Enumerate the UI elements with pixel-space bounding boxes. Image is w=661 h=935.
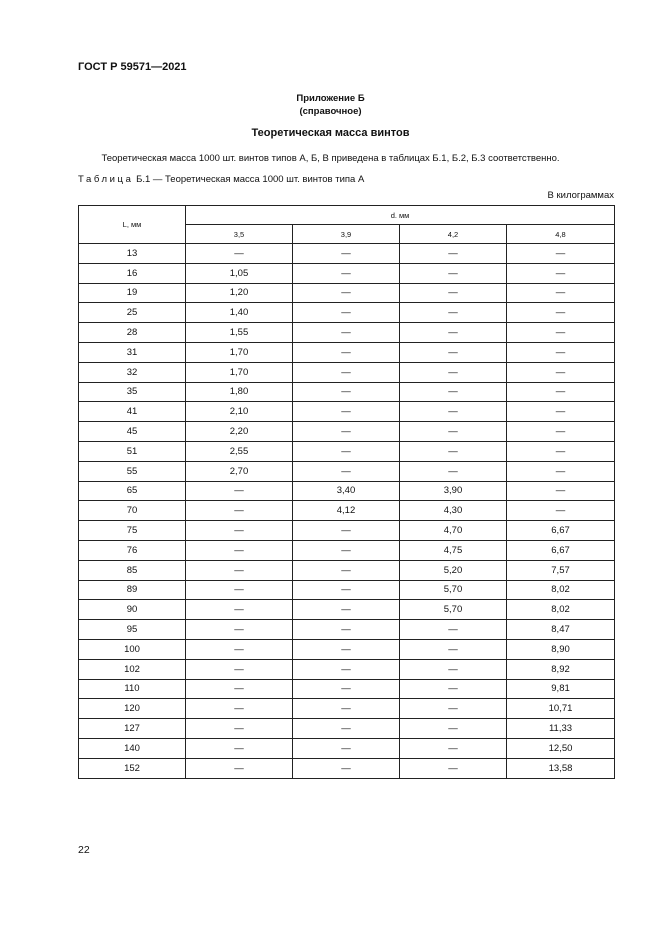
table-row — [79, 580, 615, 600]
table-row — [79, 679, 615, 699]
length-cell: 75 — [79, 521, 186, 541]
mass-cell: 3,90 — [400, 481, 507, 501]
mass-cell: 1,55 — [186, 323, 293, 343]
mass-cell: — — [507, 441, 615, 461]
mass-cell: 1,05 — [186, 263, 293, 283]
mass-cell: — — [507, 362, 615, 382]
table-row — [79, 560, 615, 580]
mass-cell: — — [293, 382, 400, 402]
table-row — [79, 521, 615, 541]
table-row — [79, 620, 615, 640]
mass-cell: — — [186, 560, 293, 580]
mass-cell: — — [400, 362, 507, 382]
mass-cell: 1,80 — [186, 382, 293, 402]
mass-cell: 1,70 — [186, 342, 293, 362]
mass-cell: — — [400, 342, 507, 362]
mass-cell: — — [293, 244, 400, 264]
mass-cell: 2,10 — [186, 402, 293, 422]
mass-cell: — — [293, 422, 400, 442]
mass-cell: — — [186, 679, 293, 699]
table-row — [79, 699, 615, 719]
length-cell: 16 — [79, 263, 186, 283]
mass-cell: — — [293, 560, 400, 580]
table-row — [79, 323, 615, 343]
table-body — [79, 244, 615, 779]
table-row — [79, 461, 615, 481]
diameter-header: 4,2 — [400, 225, 507, 244]
length-cell: 19 — [79, 283, 186, 303]
table-caption — [78, 174, 364, 185]
mass-cell: — — [400, 738, 507, 758]
table-row — [79, 362, 615, 382]
mass-cell: — — [400, 323, 507, 343]
mass-cell: — — [293, 283, 400, 303]
mass-cell: 2,55 — [186, 441, 293, 461]
mass-cell: — — [400, 263, 507, 283]
page-number: 22 — [78, 844, 90, 856]
mass-cell: — — [186, 639, 293, 659]
standard-number: ГОСТ Р 59571—2021 — [78, 61, 187, 73]
mass-cell: — — [293, 620, 400, 640]
mass-cell: 8,90 — [507, 639, 615, 659]
mass-cell: — — [186, 501, 293, 521]
mass-cell: — — [293, 540, 400, 560]
mass-cell: — — [293, 758, 400, 778]
mass-cell: 7,57 — [507, 560, 615, 580]
mass-cell: — — [400, 244, 507, 264]
mass-cell: 1,40 — [186, 303, 293, 323]
mass-cell: — — [186, 620, 293, 640]
table-row — [79, 738, 615, 758]
mass-cell: 4,30 — [400, 501, 507, 521]
mass-cell: 3,40 — [293, 481, 400, 501]
mass-cell: — — [400, 402, 507, 422]
mass-cell: — — [507, 422, 615, 442]
length-cell: 25 — [79, 303, 186, 323]
mass-cell: — — [400, 303, 507, 323]
table-row — [79, 422, 615, 442]
mass-cell: 11,33 — [507, 719, 615, 739]
mass-cell: — — [400, 699, 507, 719]
mass-cell: — — [507, 501, 615, 521]
mass-cell: 8,92 — [507, 659, 615, 679]
length-cell: 32 — [79, 362, 186, 382]
mass-cell: — — [293, 303, 400, 323]
mass-cell: — — [186, 659, 293, 679]
appendix-title: Приложение Б — [296, 93, 365, 104]
mass-cell: 1,20 — [186, 283, 293, 303]
mass-cell: — — [400, 639, 507, 659]
mass-cell: — — [293, 679, 400, 699]
table-row — [79, 481, 615, 501]
length-cell: 120 — [79, 699, 186, 719]
mass-cell: 2,70 — [186, 461, 293, 481]
mass-cell: — — [186, 481, 293, 501]
section-title: Теоретическая масса винтов — [251, 127, 410, 139]
length-cell: 110 — [79, 679, 186, 699]
length-cell: 70 — [79, 501, 186, 521]
mass-cell: — — [186, 699, 293, 719]
mass-cell: — — [400, 679, 507, 699]
length-cell: 31 — [79, 342, 186, 362]
table-caption-text: Б.1 — Теоретическая масса 1000 шт. винтов типа А — [136, 174, 365, 185]
mass-cell: — — [293, 461, 400, 481]
length-cell: 35 — [79, 382, 186, 402]
table-row — [79, 342, 615, 362]
table-row — [79, 263, 615, 283]
table-row — [79, 758, 615, 778]
mass-cell: — — [507, 303, 615, 323]
mass-cell: — — [400, 441, 507, 461]
mass-cell: 4,75 — [400, 540, 507, 560]
table-row — [79, 382, 615, 402]
diameter-header: 4,8 — [507, 225, 615, 244]
table-row — [79, 244, 615, 264]
length-cell: 85 — [79, 560, 186, 580]
mass-table — [78, 205, 615, 779]
length-cell: 127 — [79, 719, 186, 739]
mass-cell: 5,70 — [400, 600, 507, 620]
mass-cell: 4,70 — [400, 521, 507, 541]
mass-cell: 1,70 — [186, 362, 293, 382]
mass-cell: — — [293, 441, 400, 461]
diameter-header: 3,5 — [186, 225, 293, 244]
table-row — [79, 540, 615, 560]
mass-cell: — — [186, 758, 293, 778]
table-row — [79, 659, 615, 679]
mass-cell: — — [507, 263, 615, 283]
length-cell: 102 — [79, 659, 186, 679]
mass-cell: — — [400, 719, 507, 739]
length-cell: 13 — [79, 244, 186, 264]
length-cell: 100 — [79, 639, 186, 659]
mass-cell: — — [186, 244, 293, 264]
mass-cell: 8,47 — [507, 620, 615, 640]
mass-cell: 12,50 — [507, 738, 615, 758]
table-row — [79, 639, 615, 659]
length-cell: 90 — [79, 600, 186, 620]
units-label: В килограммах — [547, 190, 614, 201]
mass-cell: — — [293, 263, 400, 283]
mass-cell: — — [507, 283, 615, 303]
table-row — [79, 501, 615, 521]
mass-cell: — — [293, 600, 400, 620]
mass-cell: — — [293, 659, 400, 679]
mass-cell: — — [186, 521, 293, 541]
mass-cell: 5,70 — [400, 580, 507, 600]
mass-cell: — — [293, 699, 400, 719]
mass-cell: 13,58 — [507, 758, 615, 778]
mass-cell: — — [186, 600, 293, 620]
table-caption-word: Таблица — [78, 174, 134, 185]
mass-cell: — — [293, 639, 400, 659]
mass-cell: 10,71 — [507, 699, 615, 719]
mass-cell: — — [507, 402, 615, 422]
mass-cell: — — [507, 481, 615, 501]
mass-cell: 6,67 — [507, 540, 615, 560]
mass-cell: — — [293, 402, 400, 422]
mass-cell: 6,67 — [507, 521, 615, 541]
mass-cell: — — [400, 659, 507, 679]
mass-cell: — — [507, 382, 615, 402]
mass-cell: — — [400, 382, 507, 402]
table-row — [79, 600, 615, 620]
mass-cell: 4,12 — [293, 501, 400, 521]
mass-cell: 8,02 — [507, 600, 615, 620]
length-cell: 152 — [79, 758, 186, 778]
mass-cell: — — [293, 738, 400, 758]
length-cell: 140 — [79, 738, 186, 758]
mass-cell: — — [293, 362, 400, 382]
appendix-type: (справочное) — [299, 106, 362, 117]
mass-cell: — — [400, 283, 507, 303]
length-cell: 41 — [79, 402, 186, 422]
length-cell: 65 — [79, 481, 186, 501]
table-row — [79, 402, 615, 422]
mass-cell: — — [507, 461, 615, 481]
mass-cell: — — [293, 521, 400, 541]
mass-cell: — — [293, 719, 400, 739]
mass-cell: — — [507, 342, 615, 362]
diameter-header: 3,9 — [293, 225, 400, 244]
intro-paragraph: Теоретическая масса 1000 шт. винтов типов А, Б, В приведена в таблицах Б.1, Б.2, Б.3 соответственно. — [101, 153, 560, 164]
mass-cell: — — [293, 323, 400, 343]
length-cell: 51 — [79, 441, 186, 461]
mass-cell: — — [400, 461, 507, 481]
table-row — [79, 719, 615, 739]
table-row — [79, 303, 615, 323]
length-cell: 95 — [79, 620, 186, 640]
mass-cell: 9,81 — [507, 679, 615, 699]
length-cell: 45 — [79, 422, 186, 442]
length-cell: 28 — [79, 323, 186, 343]
length-cell: 89 — [79, 580, 186, 600]
mass-cell: — — [186, 540, 293, 560]
length-cell: 55 — [79, 461, 186, 481]
mass-cell: 5,20 — [400, 560, 507, 580]
mass-cell: — — [507, 323, 615, 343]
mass-cell: — — [186, 738, 293, 758]
mass-cell: — — [293, 580, 400, 600]
mass-cell: — — [400, 422, 507, 442]
table-row — [79, 441, 615, 461]
mass-cell: — — [186, 719, 293, 739]
length-cell: 76 — [79, 540, 186, 560]
mass-cell: 8,02 — [507, 580, 615, 600]
mass-cell: — — [400, 758, 507, 778]
mass-cell: — — [400, 620, 507, 640]
mass-cell: 2,20 — [186, 422, 293, 442]
mass-cell: — — [186, 580, 293, 600]
mass-cell: — — [293, 342, 400, 362]
length-column-header: L, мм — [79, 206, 186, 244]
mass-cell: — — [507, 244, 615, 264]
table-row — [79, 283, 615, 303]
diameter-group-header: d. мм — [186, 206, 615, 225]
